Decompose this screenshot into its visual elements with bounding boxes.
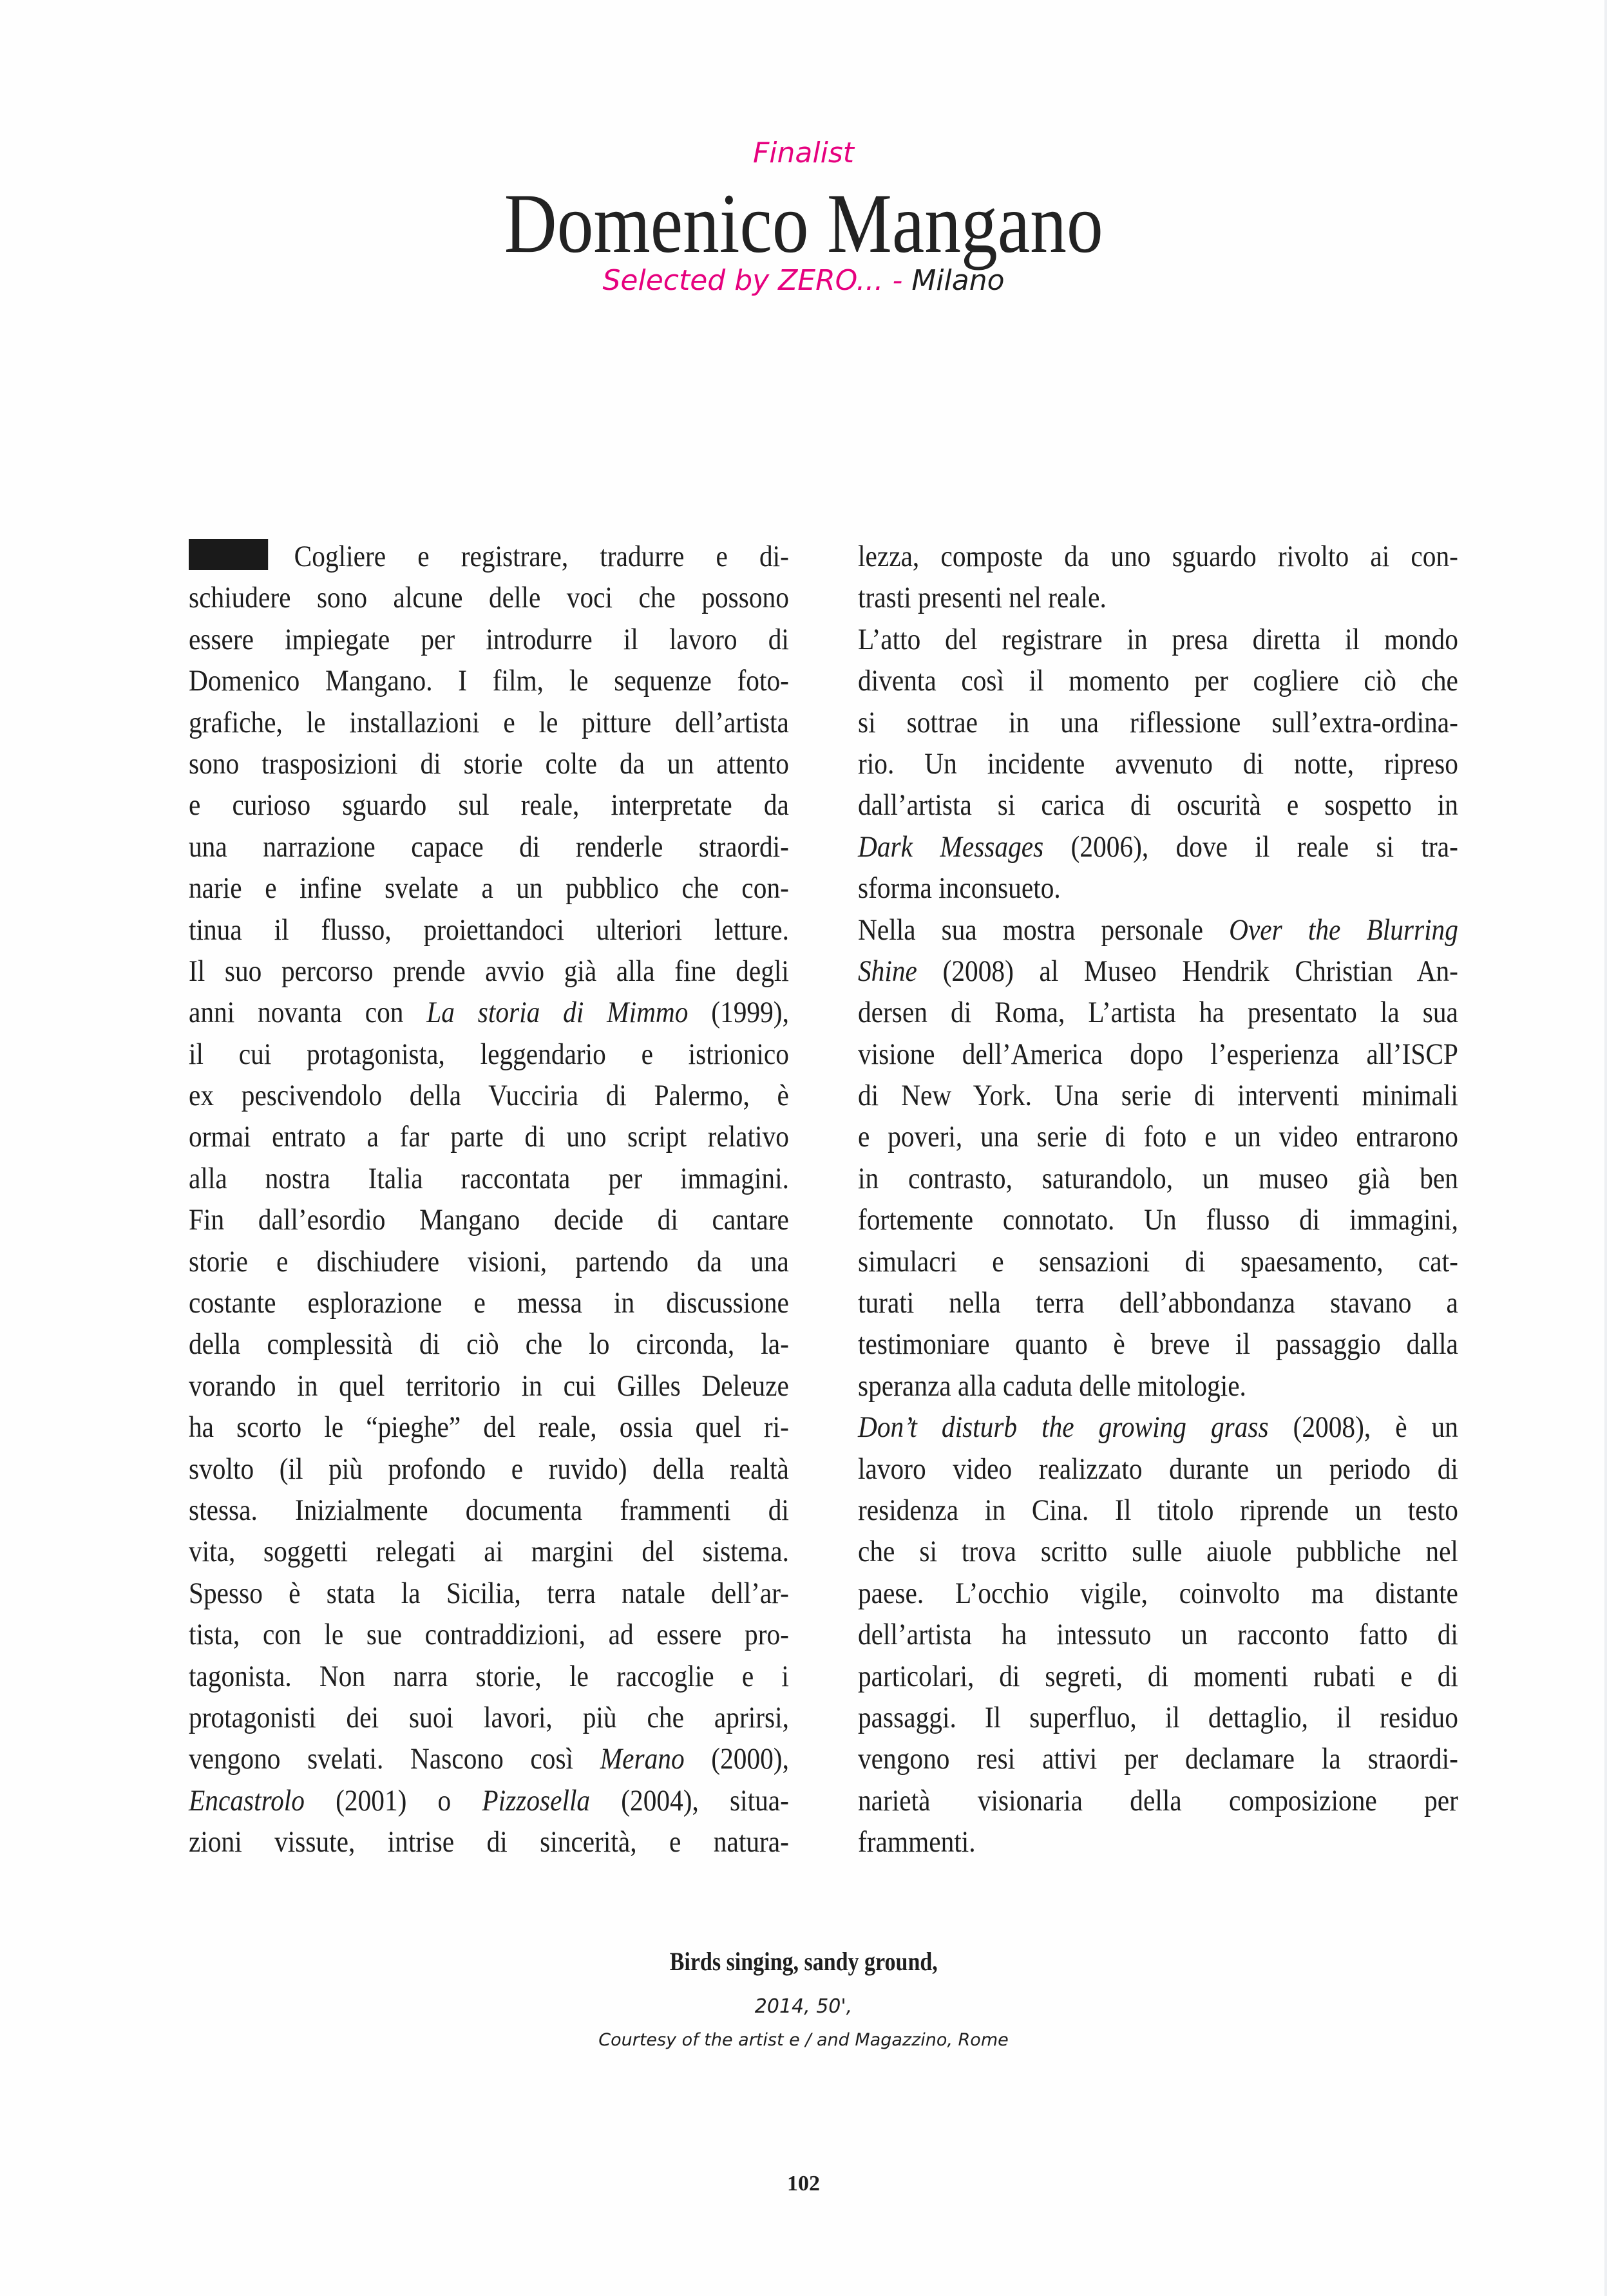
text-line [189,1034,789,1075]
text-segment: Cogliere e registrare, tradurre e di- [294,540,789,573]
text-segment: Il suo percorso prende avvio già alla fine degli [189,954,789,988]
text-line [858,1614,1458,1655]
text-segment: storie e dischiudere visioni, partendo da una [189,1244,789,1278]
opening-block-mark [189,539,268,570]
text-segment: ex pescivendolo della Vucciria di Palermo, è [189,1079,789,1113]
text-line [189,992,789,1033]
text-segment: alla nostra Italia raccontata per immagini. [189,1161,789,1195]
finalist-label: Finalist [752,137,854,169]
text-segment: (2006), dove il reale si tra- [1043,830,1458,864]
text-line [858,826,1458,868]
work-title: Pizzosella [482,1783,591,1817]
text-segment: (2001) o [304,1783,482,1817]
text-column-left [189,536,789,1863]
text-line [858,784,1458,826]
text-segment: tista, con le sue contraddizioni, ad essere pro- [189,1618,789,1652]
page-number: 102 [787,2172,820,2196]
text-line [858,577,1458,618]
text-segment: anni novanta con [189,996,427,1030]
text-segment: protagonisti dei suoi lavori, più che aprirsi, [189,1700,789,1734]
text-segment: ormai entrato a far parte di uno script relativo [189,1120,789,1154]
text-line [189,1282,789,1324]
text-line [189,577,789,618]
work-title: Shine [858,954,917,988]
text-segment: testimoniare quanto è breve il passaggio dalla [858,1327,1458,1361]
text-line [858,1656,1458,1697]
text-segment: visione dell’America dopo l’esperienza all’ISCP [858,1037,1458,1071]
caption-title [0,1946,1607,1977]
text-line [189,1573,789,1614]
text-segment: schiudere sono alcune delle voci che possono [189,581,789,615]
text-segment: stessa. Inizialmente documenta frammenti di [189,1493,789,1527]
text-line [189,1490,789,1531]
text-segment: della complessità di ciò che lo circonda, la- [189,1327,789,1361]
text-segment: zioni vissute, intrise di sincerità, e natura- [189,1825,789,1859]
text-segment: narie e infine svelate a un pubblico che con- [189,871,789,906]
work-title: Merano [600,1742,685,1776]
text-segment: L’atto del registrare in presa diretta il mondo [858,622,1458,656]
text-line [189,1697,789,1738]
text-segment: (1999), [688,996,789,1030]
text-line [858,1738,1458,1779]
text-segment: rio. Un incidente avvenuto di notte, ripreso [858,746,1458,781]
text-line [189,868,789,909]
text-segment: grafiche, le installazioni e le pitture dell’artista [189,705,789,739]
text-segment: tinua il flusso, proiettandoci ulteriori letture. [189,913,789,947]
text-segment: di New York. Una serie di interventi minimali [858,1079,1458,1113]
text-line [858,1075,1458,1116]
text-segment: narietà visionaria della composizione per [858,1783,1458,1817]
text-line [189,1738,789,1779]
text-line [189,743,789,784]
text-segment: lavoro video realizzato durante un periodo di [858,1452,1458,1486]
text-segment: in contrasto, saturandolo, un museo già ben [858,1161,1458,1195]
text-line [858,1116,1458,1157]
text-line [858,1780,1458,1821]
text-line [189,1448,789,1490]
text-segment: tagonista. Non narra storie, le raccoglie e i [189,1659,789,1693]
text-segment: particolari, di segreti, di momenti rubati e di [858,1659,1458,1693]
text-segment: Nella sua mostra personale [858,913,1230,947]
text-line [189,1821,789,1863]
text-line [858,1034,1458,1075]
text-line [858,1324,1458,1365]
text-segment: dersen di Roma, L’artista ha presentato la sua [858,996,1458,1030]
caption-title-text: Birds singing, sandy ground, [669,1947,938,1976]
text-segment: (2000), [684,1742,789,1776]
text-segment: Spesso è stata la Sicilia, terra natale dell’ar- [189,1576,789,1610]
text-line [858,1365,1458,1407]
text-segment: (2004), situa- [590,1783,789,1817]
text-line [189,1199,789,1240]
text-line [189,660,789,701]
text-line [858,1282,1458,1324]
text-line [858,951,1458,992]
text-segment: sforma inconsueto. [858,871,1061,906]
text-line [858,1821,1458,1863]
text-segment: frammenti. [858,1825,976,1859]
selected-by: Selected by ZERO... [602,264,884,297]
text-line [858,660,1458,701]
separator: - [883,264,912,297]
work-title: Over the Blurring [1229,913,1458,947]
caption-details: 2014, 50', [754,1995,853,2018]
text-line [858,1158,1458,1199]
city: Milano [911,264,1005,297]
text-segment: e poveri, una serie di foto e un video entrarono [858,1120,1458,1154]
text-line [858,868,1458,909]
text-segment: vengono svelati. Nascono così [189,1742,600,1776]
text-segment: Fin dall’esordio Mangano decide di cantare [189,1203,789,1237]
text-segment: vita, soggetti relegati ai margini del sistema. [189,1535,789,1569]
text-line [189,784,789,826]
text-line [189,619,789,660]
text-line [858,992,1458,1033]
text-line [189,1656,789,1697]
text-line [189,1116,789,1157]
text-line [858,1407,1458,1448]
text-segment: fortemente connotato. Un flusso di immagini, [858,1203,1458,1237]
text-segment: speranza alla caduta delle mitologie. [858,1369,1246,1403]
text-segment: diventa così il momento per cogliere ciò che [858,664,1458,698]
text-segment: paese. L’occhio vigile, coinvolto ma distante [858,1576,1458,1610]
text-segment: il cui protagonista, leggendario e istrionico [189,1037,789,1071]
text-segment: (2008) al Museo Hendrik Christian An- [917,954,1458,988]
text-segment: svolto (il più profondo e ruvido) della realtà [189,1452,789,1486]
selection-line [0,264,1607,297]
text-line [858,1199,1458,1240]
artist-name: Domenico Mangano [504,176,1103,270]
text-line [189,1324,789,1365]
text-line [189,1075,789,1116]
work-title: Dark Messages [858,830,1044,864]
text-line [189,1614,789,1655]
text-segment: vengono resi attivi per declamare la straordi- [858,1742,1458,1776]
text-segment: residenza in Cina. Il titolo riprende un testo [858,1493,1458,1527]
text-line [858,743,1458,784]
text-segment: dall’artista si carica di oscurità e sospetto in [858,788,1458,822]
text-line [189,1241,789,1282]
text-segment: e curioso sguardo sul reale, interpretate da [189,788,789,822]
work-title: Don’t disturb the growing grass [858,1410,1269,1445]
text-segment: Domenico Mangano. I film, le sequenze foto- [189,664,789,698]
text-segment: turati nella terra dell’abbondanza stavano a [858,1286,1458,1320]
text-line [858,1697,1458,1738]
text-line [858,1490,1458,1531]
text-line [858,536,1458,577]
text-line [858,1531,1458,1572]
text-segment: trasti presenti nel reale. [858,581,1107,615]
text-line [189,951,789,992]
text-segment: sono trasposizioni di storie colte da un attento [189,746,789,781]
work-title: La storia di Mimmo [426,996,689,1030]
text-segment: ha scorto le “pieghe” del reale, ossia quel ri- [189,1410,789,1445]
text-segment: essere impiegate per introdurre il lavoro di [189,622,789,656]
text-segment: una narrazione capace di renderle straordi- [189,830,789,864]
text-line [858,702,1458,743]
text-line [189,536,789,577]
text-segment: si sottrae in una riflessione sull’extra-ordina- [858,705,1458,739]
text-line [189,1407,789,1448]
text-line [189,1531,789,1572]
work-title: Encastrolo [189,1783,305,1817]
artist-name-title [0,175,1607,272]
text-line [189,909,789,951]
text-line [858,1573,1458,1614]
text-segment: vorando in quel territorio in cui Gilles Deleuze [189,1369,789,1403]
text-segment: costante esplorazione e messa in discussione [189,1286,789,1320]
text-line [858,619,1458,660]
text-line [858,1241,1458,1282]
text-segment: (2008), è un [1268,1410,1458,1445]
text-line [858,1448,1458,1490]
text-line [858,909,1458,951]
text-line [189,826,789,868]
text-line [189,1780,789,1821]
text-segment: passaggi. Il superfluo, il dettaglio, il residuo [858,1700,1458,1734]
text-line [189,1365,789,1407]
text-line [189,702,789,743]
text-segment: lezza, composte da uno sguardo rivolto ai con- [858,540,1458,573]
caption-courtesy: Courtesy of the artist e / and Magazzino, Rome [598,2030,1009,2050]
text-segment: dell’artista ha intessuto un racconto fatto di [858,1618,1458,1652]
text-line [189,1158,789,1199]
text-segment: simulacri e sensazioni di spaesamento, cat- [858,1244,1458,1278]
text-column-right [858,536,1458,1863]
text-segment: che si trova scritto sulle aiuole pubbliche nel [858,1535,1458,1569]
